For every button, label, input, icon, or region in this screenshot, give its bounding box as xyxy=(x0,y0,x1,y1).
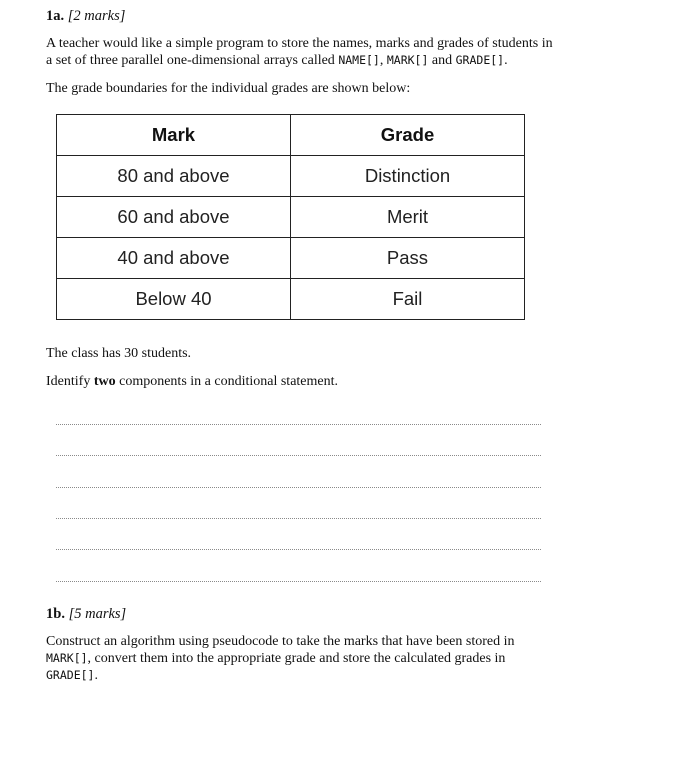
question-prompt xyxy=(46,373,636,390)
array-name-code: NAME[] xyxy=(338,53,380,67)
answer-line[interactable] xyxy=(56,518,541,519)
table-row xyxy=(57,279,525,320)
array-grade-code: GRADE[] xyxy=(455,53,505,67)
answer-line[interactable] xyxy=(56,487,541,488)
grade-cell: Pass xyxy=(291,238,525,279)
mark-cell: Below 40 xyxy=(57,279,291,320)
header-mark: Mark xyxy=(57,115,291,156)
answer-line[interactable] xyxy=(56,581,541,582)
answer-line[interactable] xyxy=(56,549,541,550)
intro-paragraph xyxy=(46,35,636,69)
grade-cell: Fail xyxy=(291,279,525,320)
array-mark-code: MARK[] xyxy=(386,53,429,67)
question-number: 1a. xyxy=(46,8,65,24)
intro-line-1: A teacher would like a simple program to store the names, marks and grades of students in xyxy=(46,36,553,51)
prompt-emphasis: two xyxy=(93,374,116,389)
answer-line[interactable] xyxy=(56,424,541,425)
separator: and xyxy=(428,53,456,68)
prompt-text: components in a conditional statement. xyxy=(115,374,339,389)
header-grade: Grade xyxy=(291,115,525,156)
grade-boundaries-table xyxy=(56,114,525,320)
grade-cell: Distinction xyxy=(291,156,525,197)
prompt-text: Identify xyxy=(46,374,94,389)
q1b-line-1: Construct an algorithm using pseudocode to take the marks that have been stored in xyxy=(46,634,515,649)
grade-cell: Merit xyxy=(291,197,525,238)
intro-line-2: a set of three parallel one-dimensional arrays called xyxy=(46,53,339,68)
full-stop: . xyxy=(504,53,508,68)
class-size-text: The class has 30 students. xyxy=(46,346,192,361)
table-row xyxy=(57,156,525,197)
question-marks: [2 marks] xyxy=(67,8,126,24)
question-1b-text xyxy=(46,633,636,684)
separator: , xyxy=(379,53,387,68)
q1b-line-2: , convert them into the appropriate grade and store the calculated grades in xyxy=(87,651,506,666)
boundaries-text: The grade boundaries for the individual grades are shown below: xyxy=(46,81,411,96)
question-number: 1b. xyxy=(46,606,65,622)
mark-cell: 60 and above xyxy=(57,197,291,238)
array-mark-code: MARK[] xyxy=(46,651,88,665)
mark-cell: 40 and above xyxy=(57,238,291,279)
table-row xyxy=(57,197,525,238)
table-header-row xyxy=(57,115,525,156)
full-stop: . xyxy=(94,668,98,683)
table-row xyxy=(57,238,525,279)
array-grade-code: GRADE[] xyxy=(46,668,95,682)
mark-cell: 80 and above xyxy=(57,156,291,197)
question-1a-heading xyxy=(46,7,125,25)
answer-line[interactable] xyxy=(56,455,541,456)
question-1b-heading xyxy=(46,605,126,623)
question-marks: [5 marks] xyxy=(68,606,127,622)
